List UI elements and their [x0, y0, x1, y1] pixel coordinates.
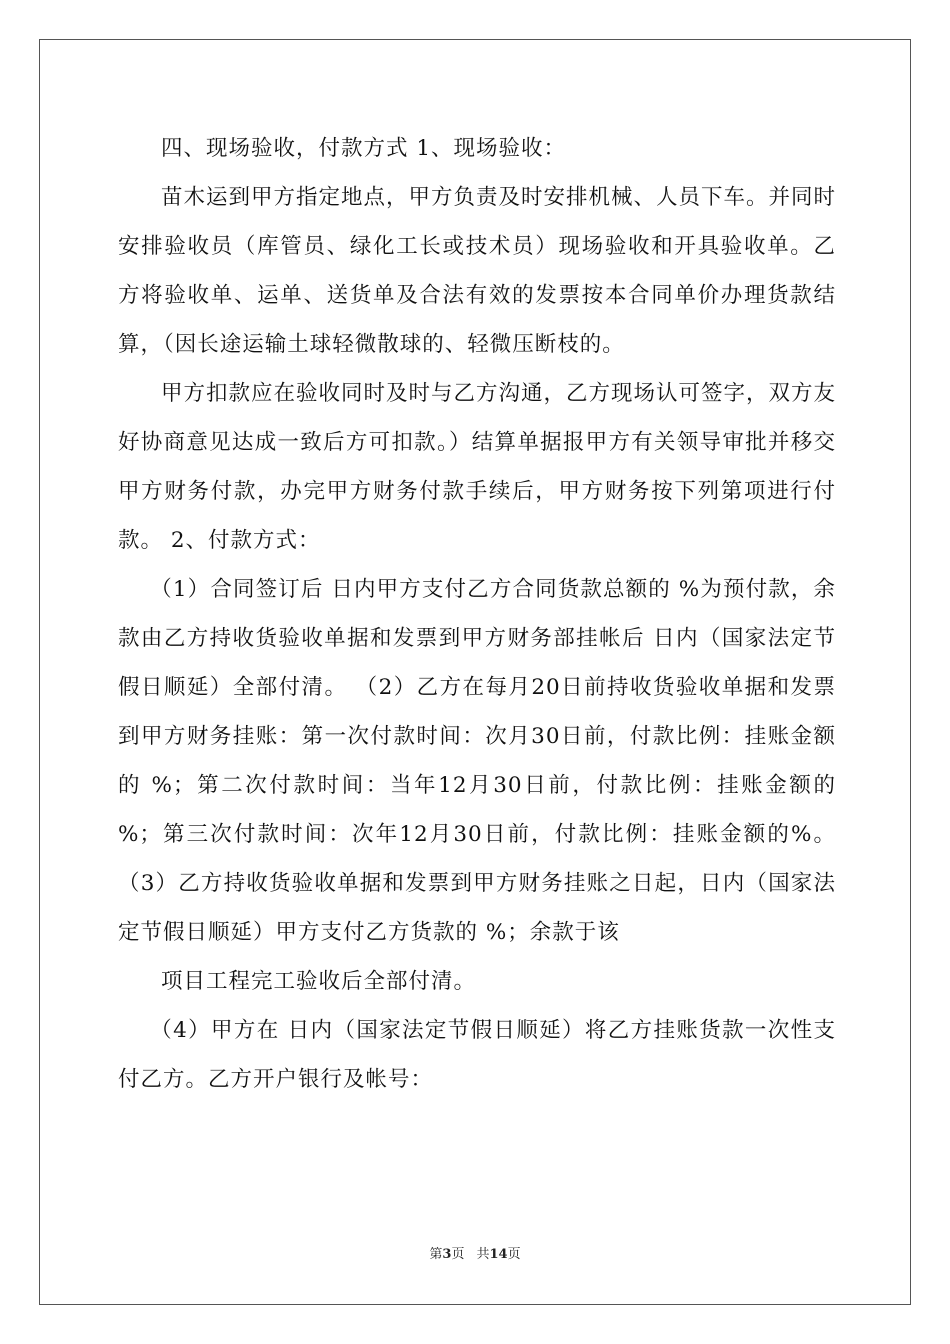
paragraph-deduction: 甲方扣款应在验收同时及时与乙方沟通，乙方现场认可签字，双方友好协商意见达成一致后方可扣款。）结算单据报甲方有关领导审批并移交甲方财务付款，办完甲方财务付款手续后，甲方财务按下列第项进行付款。 2、付款方式： [118, 381, 837, 553]
page-prefix: 第 [429, 1247, 443, 1262]
page-footer [0, 1247, 950, 1263]
page-suffix: 页 [451, 1247, 465, 1262]
paragraph-payment-terms: （1）合同签订后 日内甲方支付乙方合同货款总额的 %为预付款，余款由乙方持收货验收单据和发票到甲方财务部挂帐后 日内（国家法定节假日顺延）全部付清。 （2）乙方在每月20日前持收货验收单据和发票到甲方财务挂账：第一次付款时间：次月30日前，付款比例：挂账金额的 %；第二次付款时间：当年12月30日前，付款比例：挂账金额的 %；第三次付款时间：次年12月30日前，付款比例：挂账金额的%。 （3）乙方持收货验收单据和发票到甲方财务挂账之日起，日内（国家法定节假日顺延）甲方支付乙方货款的 %；余款于该 [118, 577, 836, 945]
page-total: 14 [489, 1247, 508, 1262]
page-current: 3 [442, 1247, 452, 1262]
paragraph-delivery: 苗木运到甲方指定地点，甲方负责及时安排机械、人员下车。并同时安排验收员（库管员、绿化工长或技术员）现场验收和开具验收单。乙方将验收单、运单、送货单及合法有效的发票按本合同单价办理货款结算，（因长途运输土球轻微散球的、轻微压断枝的。 [118, 185, 837, 357]
document-body [118, 124, 836, 1104]
paragraph-lump-sum: （4）甲方在 日内（国家法定节假日顺延）将乙方挂账货款一次性支付乙方。乙方开户银行及帐号： [118, 1018, 836, 1092]
paragraph-completion: 项目工程完工验收后全部付清。 [161, 969, 477, 994]
total-prefix: 共 [476, 1247, 490, 1262]
section-heading: 四、现场验收，付款方式 1、现场验收： [161, 136, 567, 161]
total-suffix: 页 [507, 1247, 521, 1262]
